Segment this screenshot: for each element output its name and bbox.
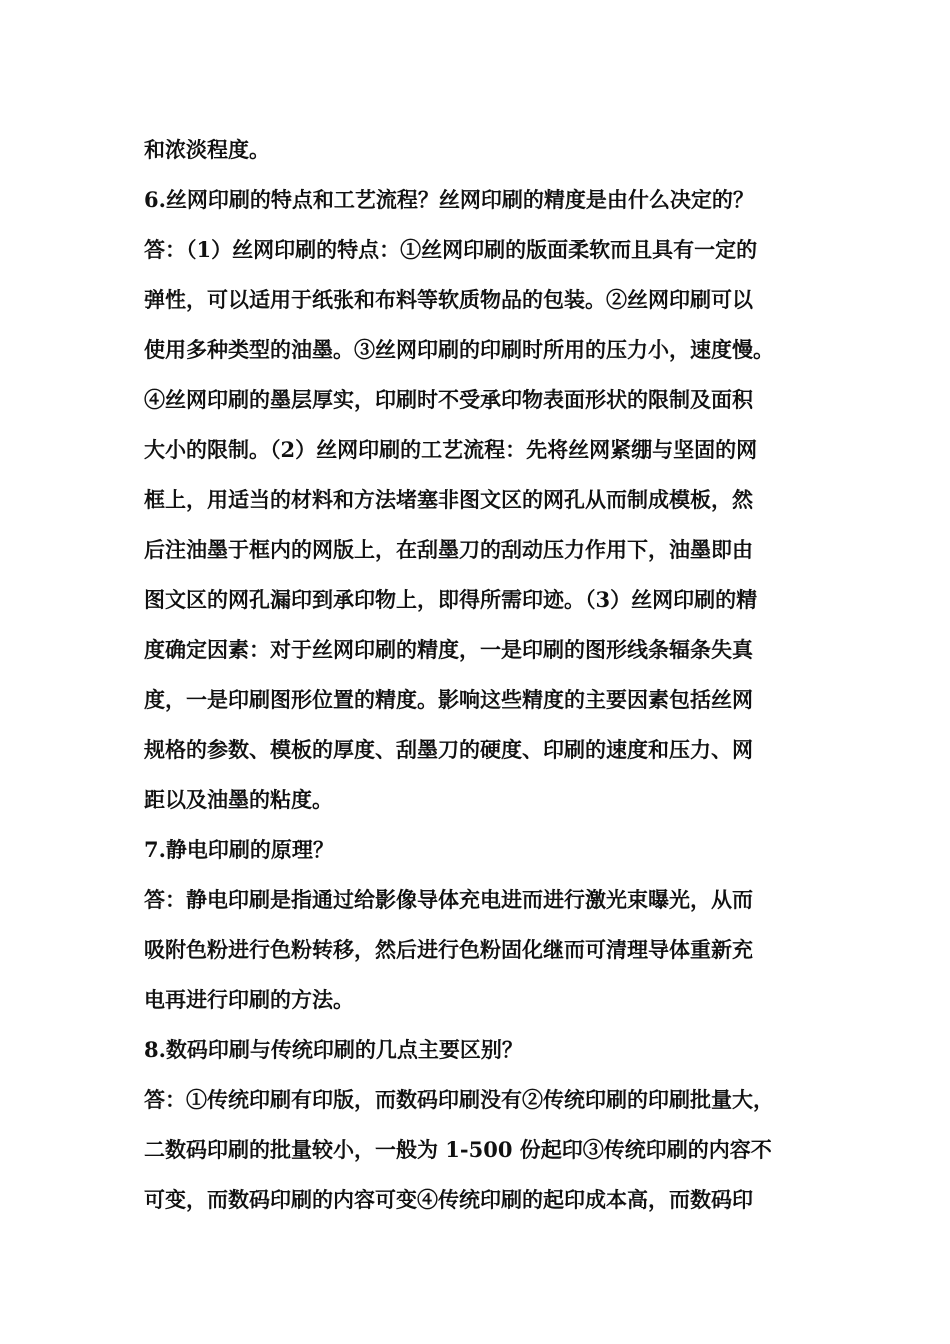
document-body — [144, 125, 824, 1225]
text-line: 度，一是印刷图形位置的精度。影响这些精度的主要因素包括丝网 — [144, 687, 753, 712]
text-line: 后注油墨于框内的网版上，在刮墨刀的刮动压力作用下，油墨即由 — [144, 537, 753, 562]
text-line: 和浓淡程度。 — [144, 137, 270, 162]
text-line: 吸附色粉进行色粉转移，然后进行色粉固化继而可清理导体重新充 — [144, 937, 753, 962]
text-line: 可变，而数码印刷的内容可变④传统印刷的起印成本高，而数码印 — [144, 1187, 753, 1212]
text-line: 二数码印刷的批量较小，一般为 1-500 份起印③传统印刷的内容不 — [144, 1137, 772, 1162]
text-line: 图文区的网孔漏印到承印物上，即得所需印迹。（3）丝网印刷的精 — [144, 587, 758, 612]
text-line: 使用多种类型的油墨。③丝网印刷的印刷时所用的压力小，速度慢。 — [144, 337, 774, 362]
text-line: 距以及油墨的粘度。 — [144, 787, 333, 812]
text-line: ④丝网印刷的墨层厚实，印刷时不受承印物表面形状的限制及面积 — [144, 387, 753, 412]
text-line: 大小的限制。（2）丝网印刷的工艺流程：先将丝网紧绷与坚固的网 — [144, 437, 758, 462]
question-6-heading: 6.丝网印刷的特点和工艺流程？丝网印刷的精度是由什么决定的？ — [144, 187, 754, 212]
text-line: 答：（1）丝网印刷的特点：①丝网印刷的版面柔软而且具有一定的 — [144, 237, 758, 262]
text-line: 答：①传统印刷有印版，而数码印刷没有②传统印刷的印刷批量大， — [144, 1087, 774, 1112]
question-7-heading: 7.静电印刷的原理？ — [144, 837, 334, 862]
text-line: 答：静电印刷是指通过给影像导体充电进而进行激光束曝光，从而 — [144, 887, 753, 912]
text-line: 规格的参数、模板的厚度、刮墨刀的硬度、印刷的速度和压力、网 — [144, 737, 753, 762]
text-line: 度确定因素：对于丝网印刷的精度，一是印刷的图形线条辐条失真 — [144, 637, 753, 662]
text-line: 弹性，可以适用于纸张和布料等软质物品的包装。②丝网印刷可以 — [144, 287, 753, 312]
text-line: 框上，用适当的材料和方法堵塞非图文区的网孔从而制成模板，然 — [144, 487, 753, 512]
text-line: 电再进行印刷的方法。 — [144, 987, 354, 1012]
question-8-heading: 8.数码印刷与传统印刷的几点主要区别？ — [144, 1037, 523, 1062]
